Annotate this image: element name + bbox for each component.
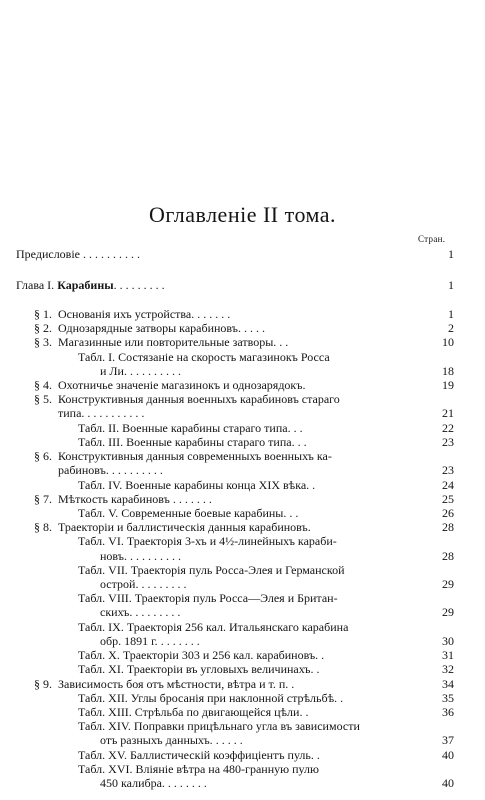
dot-leader: . . . . . . . bbox=[164, 776, 207, 790]
entry-text: Табл. XVI. Вліяніе вѣтра на 480-гранную пулю bbox=[78, 762, 319, 776]
section-number: § 4. bbox=[34, 378, 52, 392]
entry-title bbox=[58, 378, 424, 393]
entry-title bbox=[78, 563, 424, 578]
entry-title bbox=[100, 605, 424, 620]
entry-text: Магазинные или повторительные затворы. bbox=[58, 335, 277, 349]
page-title: Оглавленіе II тома. bbox=[148, 202, 337, 227]
entry-text: Основанія ихъ устройства. bbox=[58, 307, 195, 321]
page-number: 23 bbox=[442, 463, 454, 477]
entry-text: Табл. XIII. Стрѣльба по двигающейся цѣли. bbox=[78, 705, 303, 719]
entry-title bbox=[78, 705, 424, 720]
entry-title bbox=[78, 435, 424, 450]
entry-title bbox=[78, 350, 424, 365]
dot-leader: . . . . . . . . . bbox=[113, 278, 165, 292]
section-number: § 9. bbox=[34, 677, 52, 691]
dot-leader: . . . . . . . bbox=[157, 634, 200, 648]
entry-title bbox=[78, 648, 424, 663]
entry-text: Табл. XI. Траекторіи въ угловыхъ величинахъ. bbox=[78, 662, 314, 676]
dot-leader: . bbox=[313, 748, 320, 762]
entry-title bbox=[58, 307, 424, 322]
entry-text: Табл. I. Состязаніе на скорость магазинокъ Росса bbox=[78, 350, 330, 364]
dot-leader: . bbox=[337, 691, 344, 705]
page-number: 29 bbox=[442, 577, 454, 591]
dot-leader: . . . . . . . . . bbox=[108, 463, 163, 477]
page-number: 24 bbox=[442, 478, 454, 492]
dot-leader: . . . . . . . . bbox=[132, 605, 181, 619]
dot-leader: . . bbox=[294, 435, 307, 449]
entry-text: Конструктивныя данныя военныхъ карабиновъ стараго bbox=[58, 392, 340, 406]
dot-leader: . bbox=[288, 677, 295, 691]
dot-leader: . bbox=[313, 662, 320, 676]
dot-leader: . . bbox=[286, 506, 299, 520]
page-number: 23 bbox=[442, 435, 454, 449]
entry-title bbox=[58, 321, 424, 336]
entry-text: Табл. XV. Баллистическій коэффиціентъ пуль. bbox=[78, 748, 314, 762]
dot-leader: . . . . . . . . . bbox=[126, 364, 181, 378]
entry-text: Табл. VII. Траекторія пуль Росса-Элея и Германской bbox=[78, 563, 345, 577]
entry-text: 450 калибра. bbox=[100, 776, 165, 790]
entry-title bbox=[58, 677, 424, 692]
entry-title bbox=[78, 719, 424, 734]
page-number: 31 bbox=[442, 648, 454, 662]
entry-text: Табл. V. Современные боевые карабины. bbox=[78, 506, 287, 520]
dot-leader: . bbox=[318, 648, 325, 662]
entry-title bbox=[78, 762, 424, 777]
dot-leader: . . . . . . . . bbox=[138, 577, 187, 591]
entry-text: Зависимость боя отъ мѣстности, вѣтра и т. п. bbox=[58, 677, 289, 691]
entry-text: Табл. XII. Углы бросанія при наклонной стрѣльбѣ. bbox=[78, 691, 338, 705]
entry-text: обр. 1891 г. bbox=[100, 634, 158, 648]
entry-text: отъ разныхъ данныхъ. bbox=[100, 733, 213, 747]
section-number: § 1. bbox=[34, 307, 52, 321]
dot-leader: . . . . . . . . . . bbox=[84, 406, 145, 420]
entry-title bbox=[58, 463, 424, 478]
entry-text: острой. bbox=[100, 577, 139, 591]
page-number: 34 bbox=[442, 677, 454, 691]
entry-title bbox=[58, 335, 424, 350]
page-number: 30 bbox=[442, 634, 454, 648]
page-number: 40 bbox=[442, 776, 454, 790]
dot-leader: . . . . bbox=[241, 321, 266, 335]
page-number: 29 bbox=[442, 605, 454, 619]
entry-text: Конструктивныя данныя современныхъ военныхъ ка- bbox=[58, 449, 332, 463]
page-number: 25 bbox=[442, 492, 454, 506]
entry-text: Табл. VI. Траекторія 3-хъ и 4½-линейныхъ караби- bbox=[78, 534, 337, 548]
page-column-header: Стран. bbox=[418, 234, 446, 244]
entry-title bbox=[78, 620, 424, 635]
page-number: 22 bbox=[442, 421, 454, 435]
dot-leader: . . bbox=[276, 335, 289, 349]
entry-title bbox=[58, 449, 424, 464]
entry-title bbox=[78, 506, 424, 521]
entry-bold-text: Карабины bbox=[57, 278, 114, 292]
entry-title bbox=[78, 421, 424, 436]
section-number: § 3. bbox=[34, 335, 52, 349]
entry-text: Табл. XIV. Поправки прицѣльнаго угла въ зависимости bbox=[78, 719, 360, 733]
entry-text: Табл. III. Военные карабины стараго типа. bbox=[78, 435, 295, 449]
entry-text: Табл. VIII. Траекторія пуль Росса—Элея и Британ- bbox=[78, 591, 338, 605]
entry-text: Предисловіе bbox=[16, 247, 81, 261]
entry-title bbox=[78, 534, 424, 549]
entry-text: Охотничье значеніе магазинокъ и однозарядокъ. bbox=[58, 378, 306, 392]
entry-title bbox=[100, 634, 424, 649]
page-number: 1 bbox=[448, 247, 454, 261]
dot-leader: . . . . . . bbox=[194, 307, 231, 321]
entry-title bbox=[100, 733, 424, 748]
page-number: 36 bbox=[442, 705, 454, 719]
entry-text: Глава I. bbox=[16, 278, 58, 292]
dot-leader: . . . . . bbox=[212, 733, 243, 747]
page-number: 26 bbox=[442, 506, 454, 520]
page-number: 21 bbox=[442, 406, 454, 420]
page-number: 40 bbox=[442, 748, 454, 762]
page-number: 2 bbox=[448, 321, 454, 335]
dot-leader: . . . . . . . . . . bbox=[80, 247, 141, 261]
page-number: 18 bbox=[442, 364, 454, 378]
dot-leader: . . . . . . . bbox=[169, 492, 212, 506]
dot-leader: . bbox=[309, 478, 316, 492]
entry-text: новъ. bbox=[100, 549, 127, 563]
entry-title bbox=[16, 247, 396, 262]
page-number: 28 bbox=[442, 520, 454, 534]
entry-title bbox=[100, 776, 424, 791]
section-number: § 8. bbox=[34, 520, 52, 534]
entry-text: Траекторіи и баллистическія данныя карабиновъ. bbox=[58, 520, 311, 534]
entry-text: Табл. IV. Военные карабины конца XIX вѣка. bbox=[78, 478, 310, 492]
page-number: 32 bbox=[442, 662, 454, 676]
entry-text: Табл. II. Военные карабины стараго типа. bbox=[78, 421, 291, 435]
page-number: 10 bbox=[442, 335, 454, 349]
entry-text: рабиновъ. bbox=[58, 463, 109, 477]
entry-text: Мѣткость карабиновъ bbox=[58, 492, 170, 506]
entry-text: Однозарядные затворы карабиновъ. bbox=[58, 321, 242, 335]
entry-text: Табл. X. Траекторіи 303 и 256 кал. карабиновъ. bbox=[78, 648, 319, 662]
entry-title bbox=[100, 549, 424, 564]
page-number: 37 bbox=[442, 733, 454, 747]
entry-text: и Ли. bbox=[100, 364, 127, 378]
section-number: § 6. bbox=[34, 449, 52, 463]
entry-title bbox=[58, 520, 424, 535]
entry-title bbox=[100, 577, 424, 592]
entry-title bbox=[58, 492, 424, 507]
page-number: 19 bbox=[442, 378, 454, 392]
page-number: 1 bbox=[448, 278, 454, 292]
entry-title bbox=[58, 392, 424, 407]
page-number: 35 bbox=[442, 691, 454, 705]
section-number: § 2. bbox=[34, 321, 52, 335]
page-number: 1 bbox=[448, 307, 454, 321]
entry-text: типа. bbox=[58, 406, 85, 420]
section-number: § 5. bbox=[34, 392, 52, 406]
dot-leader: . . bbox=[290, 421, 303, 435]
entry-text: Табл. IX. Траекторія 256 кал. Итальянскаго карабина bbox=[78, 620, 349, 634]
entry-title bbox=[58, 406, 424, 421]
dot-leader: . . . . . . . . . bbox=[127, 549, 181, 563]
entry-title bbox=[78, 591, 424, 606]
entry-title bbox=[100, 364, 424, 379]
entry-title bbox=[78, 748, 424, 763]
page-number: 28 bbox=[442, 549, 454, 563]
entry-title bbox=[16, 278, 396, 293]
entry-title bbox=[78, 478, 424, 493]
entry-title bbox=[78, 662, 424, 677]
dot-leader: . bbox=[302, 705, 309, 719]
entry-text: скихъ. bbox=[100, 605, 133, 619]
entry-title bbox=[78, 691, 424, 706]
section-number: § 7. bbox=[34, 492, 52, 506]
